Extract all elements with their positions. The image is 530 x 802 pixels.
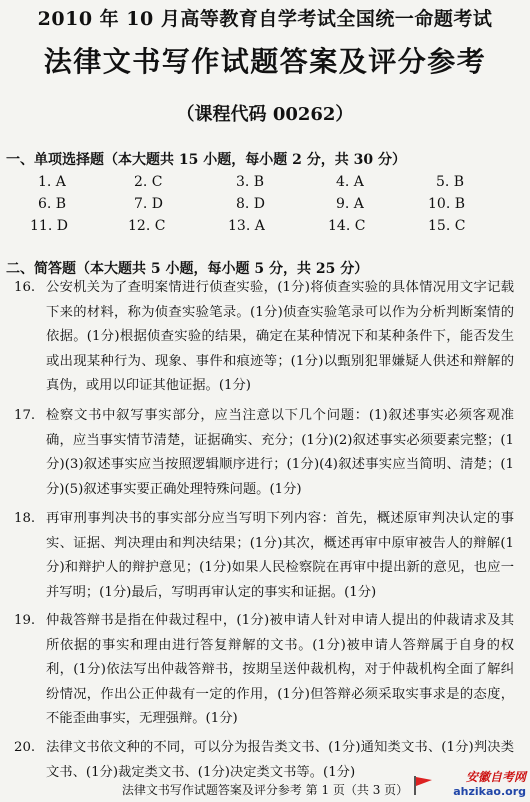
answer-item: 9. A [336,196,364,212]
answer-item: 15. C [428,218,466,234]
question-18 [14,507,514,605]
question-16 [14,276,514,399]
answer-item: 2. C [134,174,163,190]
answer-item: 6. B [38,196,67,212]
section-2-title: 二、简答题（本大题共 5 小题，每小题 5 分，共 25 分） [6,261,369,277]
exam-line: 2010 年 10 月高等教育自学考试全国统一命题考试 [37,8,493,30]
section-1-title: 一、单项选择题（本大题共 15 小题，每小题 2 分，共 30 分） [6,152,406,168]
answer-item: 8. D [236,196,266,212]
page-footer: 法律文书写作试题答案及评分参考 第 1 页（共 3 页） [121,783,409,797]
answer-grid [0,171,530,239]
question-number: 20. [14,740,36,755]
watermark-url: ahzikao.org [453,785,526,798]
watermark [430,768,526,798]
answer-text: 检察文书中叙写事实部分，应当注意以下几个问题：(1)叙述事实必须客观准确，应当事实情节清楚，证据确实、充分；(1分)(2)叙述事实必须要素完整；(1分)(3)叙述事实应当按照逻辑顺序进行；(1分)(4)叙述事实应当简明、清楚；(1分)(5)叙述事实要正确处理特殊问题。(1分) [46,408,514,497]
question-number: 17. [14,408,36,423]
document-title: 法律文书写作试题答案及评分参考 [43,45,487,78]
answer-item: 3. B [236,174,265,190]
answer-item: 4. A [336,174,364,190]
question-17 [14,404,514,502]
answer-text: 法律文书依文种的不同，可以分为报告类文书、(1分)通知类文书、(1分)判决类文书、(1分)裁定类文书、(1分)决定类文书等。(1分) [46,740,514,780]
answer-item: 10. B [428,196,466,212]
answer-text: 仲裁答辩书是指在仲裁过程中，(1分)被申请人针对申请人提出的仲裁请求及其所依据的事实和理由进行答复辩解的文书。(1分)被申请人答辩属于自身的权利，(1分)依法写出仲裁答辩书，按期呈送仲裁机构，对于仲裁机构全面了解纠纷情况，作出公正仲裁有一定的作用，(1分)但答辩必须采取实事求是的态度，不能歪曲事实，无理强辩。(1分) [46,613,514,726]
answer-text: 公安机关为了查明案情进行侦查实验，(1分)将侦查实验的具体情况用文字记载下来的材料，称为侦查实验笔录。(1分)侦查实验笔录可以作为分析判断案情的依据。(1分)根据侦查实验的结果，确定在某种情况下和某种条件下，能否发生或出现某种行为、现象、事件和痕迹等；(1分)以甄别犯罪嫌疑人供述和辩解的真伪，或用以印证其他证据。(1分) [46,280,514,393]
answer-item: 7. D [134,196,164,212]
answer-item: 1. A [38,174,66,190]
answer-item: 5. B [436,174,465,190]
answer-item: 12. C [128,218,166,234]
answer-item: 13. A [228,218,265,234]
question-number: 16. [14,280,36,295]
answer-text: 再审刑事判决书的事实部分应当写明下列内容：首先，概述原审判决认定的事实、证据、判决理由和判决结果；(1分)其次，概述再审中原审被告人的辩解(1分)和辩护人的辩护意见；(1分)如果人民检察院在再审中提出新的意见，也应一并写明；(1分)最后，写明再审认定的事实和证据。(1分) [46,511,514,600]
question-number: 19. [14,613,36,628]
watermark-name: 安徽自考网 [465,770,526,784]
question-19 [14,609,514,732]
answer-item: 14. C [328,218,366,234]
answer-item: 11. D [30,218,68,234]
course-code: （课程代码 00262） [176,104,354,125]
question-number: 18. [14,511,36,526]
